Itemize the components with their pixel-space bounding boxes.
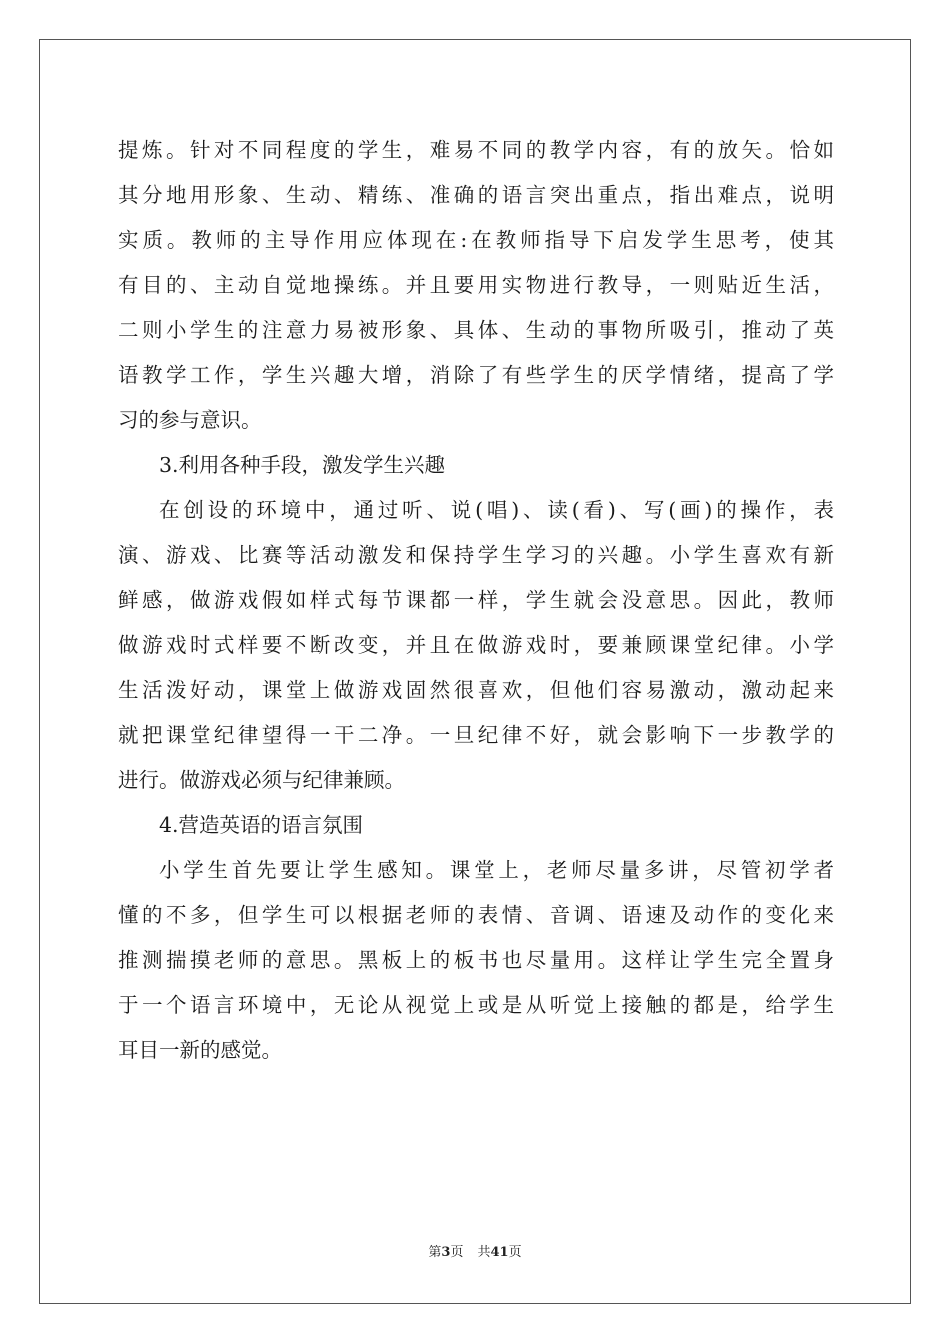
paragraph-line: 耳目一新的感觉。: [118, 1038, 282, 1062]
page-footer: [0, 1244, 950, 1262]
paragraph-line: 懂的不多，但学生可以根据老师的表情、音调、语速及动作的变化来: [118, 903, 834, 927]
total-page-number: 41: [490, 1245, 509, 1260]
paragraph-line: 就把课堂纪律望得一干二净。一旦纪律不好，就会影响下一步教学的: [118, 723, 834, 747]
paragraph-line: 生活泼好动，课堂上做游戏固然很喜欢，但他们容易激动，激动起来: [118, 678, 834, 702]
paragraph-line: 鲜感，做游戏假如样式每节课都一样，学生就会没意思。因此，教师: [118, 588, 834, 612]
page-prefix: 第: [428, 1245, 442, 1260]
paragraph-line: 提炼。针对不同程度的学生，难易不同的教学内容，有的放矢。恰如: [118, 138, 834, 162]
paragraph-line: 演、游戏、比赛等活动激发和保持学生学习的兴趣。小学生喜欢有新: [118, 543, 834, 567]
total-suffix: 页: [508, 1245, 522, 1260]
paragraph-line: 小学生首先要让学生感知。课堂上，老师尽量多讲，尽管初学者: [159, 858, 834, 882]
document-body: [118, 128, 834, 1073]
current-page-number: 3: [441, 1245, 451, 1260]
paragraph-line: 于一个语言环境中，无论从视觉上或是从听觉上接触的都是，给学生: [118, 993, 834, 1017]
total-prefix: 共: [477, 1245, 491, 1260]
paragraph-line: 推测揣摸老师的意思。黑板上的板书也尽量用。这样让学生完全置身: [118, 948, 834, 972]
paragraph-line: 实质。教师的主导作用应体现在:在教师指导下启发学生思考，使其: [118, 228, 834, 252]
paragraph-line: 进行。做游戏必须与纪律兼顾。: [118, 768, 405, 792]
section-heading: 4.营造英语的语言氛围: [159, 813, 364, 837]
section-heading: 3.利用各种手段，激发学生兴趣: [159, 453, 446, 477]
paragraph-line: 习的参与意识。: [118, 408, 262, 432]
paragraph-line: 其分地用形象、生动、精练、准确的语言突出重点，指出难点，说明: [118, 183, 834, 207]
paragraph-line: 在创设的环境中，通过听、说(唱)、读(看)、写(画)的操作，表: [159, 498, 834, 522]
paragraph-line: 二则小学生的注意力易被形象、具体、生动的事物所吸引，推动了英: [118, 318, 834, 342]
paragraph-line: 有目的、主动自觉地操练。并且要用实物进行教导，一则贴近生活，: [118, 273, 834, 297]
paragraph-line: 语教学工作，学生兴趣大增，消除了有些学生的厌学情绪，提高了学: [118, 363, 834, 387]
page-suffix: 页: [450, 1245, 464, 1260]
paragraph-line: 做游戏时式样要不断改变，并且在做游戏时，要兼顾课堂纪律。小学: [118, 633, 834, 657]
